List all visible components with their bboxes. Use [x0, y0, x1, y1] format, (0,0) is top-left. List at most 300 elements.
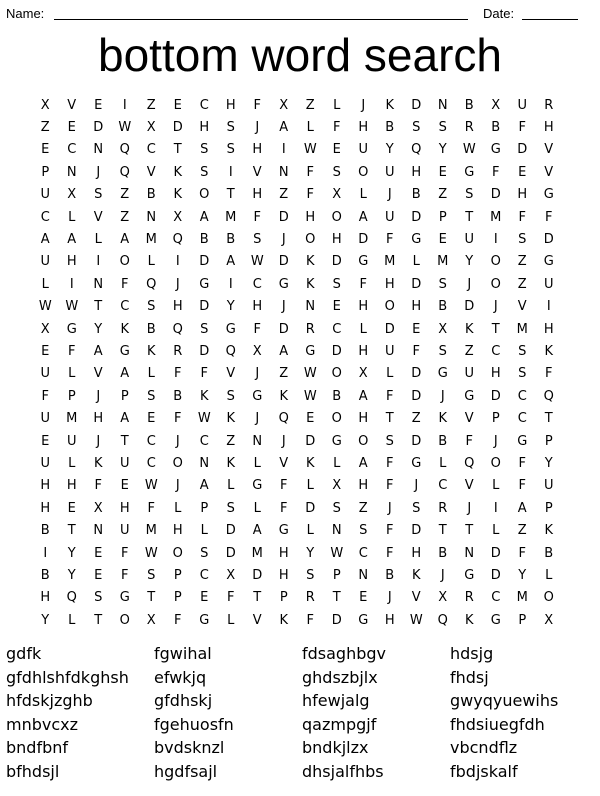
grid-letter[interactable]: X [40, 321, 50, 337]
grid-letter[interactable]: J [281, 299, 286, 315]
grid-letter[interactable]: G [411, 455, 422, 471]
grid-letter[interactable]: D [252, 567, 263, 583]
grid-letter[interactable]: F [147, 500, 155, 516]
grid-letter[interactable]: J [175, 433, 180, 449]
grid-letter[interactable]: Z [120, 187, 130, 203]
grid-letter[interactable]: U [40, 411, 50, 427]
grid-letter[interactable]: D [543, 232, 554, 248]
grid-letter[interactable]: A [120, 411, 130, 427]
grid-letter[interactable]: D [278, 321, 289, 337]
grid-letter[interactable]: W [118, 120, 132, 136]
grid-letter[interactable]: T [173, 142, 182, 158]
grid-letter[interactable]: H [252, 142, 263, 158]
grid-letter[interactable]: D [464, 299, 475, 315]
grid-letter[interactable]: T [94, 612, 103, 628]
grid-letter[interactable]: L [174, 500, 182, 516]
grid-letter[interactable]: G [437, 366, 448, 382]
grid-letter[interactable]: W [303, 142, 317, 158]
grid-letter[interactable]: R [464, 120, 474, 136]
grid-letter[interactable]: Q [146, 276, 157, 292]
grid-letter[interactable]: D [411, 388, 422, 404]
grid-letter[interactable]: F [174, 612, 182, 628]
grid-letter[interactable]: J [387, 590, 392, 606]
grid-letter[interactable]: F [306, 612, 314, 628]
grid-letter[interactable]: F [174, 411, 182, 427]
grid-letter[interactable]: P [67, 388, 76, 404]
grid-letter[interactable]: L [68, 366, 76, 382]
grid-letter[interactable]: T [147, 590, 156, 606]
grid-letter[interactable]: L [68, 612, 76, 628]
grid-letter[interactable]: C [67, 142, 77, 158]
grid-letter[interactable]: L [492, 478, 500, 494]
grid-letter[interactable]: M [145, 232, 157, 248]
grid-letter[interactable]: B [464, 97, 474, 113]
grid-letter[interactable]: B [438, 433, 448, 449]
grid-letter[interactable]: J [493, 433, 498, 449]
grid-letter[interactable]: S [332, 500, 341, 516]
grid-letter[interactable]: L [41, 276, 49, 292]
grid-letter[interactable]: C [517, 388, 527, 404]
grid-letter[interactable]: D [278, 254, 289, 270]
grid-letter[interactable]: H [490, 366, 501, 382]
grid-letter[interactable]: B [438, 545, 448, 561]
grid-letter[interactable]: O [331, 411, 342, 427]
grid-letter[interactable]: H [358, 478, 369, 494]
grid-letter[interactable]: E [94, 545, 103, 561]
grid-letter[interactable]: O [119, 254, 130, 270]
grid-letter[interactable]: T [465, 209, 474, 225]
grid-letter[interactable]: G [119, 343, 130, 359]
grid-letter[interactable]: G [252, 388, 263, 404]
grid-letter[interactable]: C [332, 321, 342, 337]
grid-letter[interactable]: V [517, 299, 527, 315]
grid-letter[interactable]: E [306, 411, 315, 427]
grid-letter[interactable]: F [518, 209, 526, 225]
grid-letter[interactable]: J [414, 478, 419, 494]
grid-letter[interactable]: Q [66, 590, 77, 606]
grid-letter[interactable]: E [41, 142, 50, 158]
grid-letter[interactable]: Z [438, 187, 448, 203]
grid-letter[interactable]: S [332, 164, 341, 180]
grid-letter[interactable]: A [358, 388, 368, 404]
grid-letter[interactable]: E [438, 164, 447, 180]
grid-letter[interactable]: G [305, 343, 316, 359]
grid-letter[interactable]: M [437, 254, 449, 270]
grid-letter[interactable]: A [199, 478, 209, 494]
grid-letter[interactable]: P [332, 567, 341, 583]
grid-letter[interactable]: O [119, 612, 130, 628]
grid-letter[interactable]: S [385, 433, 394, 449]
grid-letter[interactable]: A [358, 455, 368, 471]
grid-letter[interactable]: J [467, 276, 472, 292]
grid-letter[interactable]: X [438, 321, 448, 337]
grid-letter[interactable]: D [411, 433, 422, 449]
grid-letter[interactable]: H [358, 120, 369, 136]
grid-letter[interactable]: J [467, 500, 472, 516]
grid-letter[interactable]: K [226, 411, 236, 427]
grid-letter[interactable]: T [120, 433, 129, 449]
grid-letter[interactable]: H [331, 232, 342, 248]
grid-letter[interactable]: I [175, 254, 180, 270]
grid-letter[interactable]: H [358, 411, 369, 427]
grid-letter[interactable]: N [464, 545, 475, 561]
grid-letter[interactable]: L [94, 232, 102, 248]
grid-letter[interactable]: L [68, 455, 76, 471]
grid-letter[interactable]: P [41, 164, 50, 180]
grid-letter[interactable]: D [331, 343, 342, 359]
grid-letter[interactable]: E [173, 97, 182, 113]
grid-letter[interactable]: E [41, 343, 50, 359]
grid-letter[interactable]: G [252, 478, 263, 494]
grid-letter[interactable]: W [250, 254, 264, 270]
grid-letter[interactable]: N [358, 567, 369, 583]
grid-letter[interactable]: K [199, 388, 209, 404]
grid-letter[interactable]: H [119, 500, 130, 516]
grid-letter[interactable]: S [200, 545, 209, 561]
grid-letter[interactable]: C [491, 343, 501, 359]
grid-letter[interactable]: U [384, 164, 395, 180]
grid-letter[interactable]: P [518, 612, 527, 628]
grid-letter[interactable]: S [253, 232, 262, 248]
grid-letter[interactable]: F [280, 478, 288, 494]
grid-letter[interactable]: D [93, 120, 104, 136]
grid-letter[interactable]: K [305, 455, 315, 471]
grid-letter[interactable]: U [66, 433, 77, 449]
grid-letter[interactable]: K [120, 321, 130, 337]
grid-letter[interactable]: L [492, 523, 500, 539]
grid-letter[interactable]: H [517, 187, 528, 203]
grid-letter[interactable]: U [40, 366, 50, 382]
grid-letter[interactable]: Z [305, 97, 315, 113]
grid-letter[interactable]: D [411, 523, 422, 539]
grid-letter[interactable]: F [545, 366, 553, 382]
grid-letter[interactable]: P [544, 500, 553, 516]
grid-letter[interactable]: G [464, 164, 475, 180]
grid-letter[interactable]: K [305, 254, 315, 270]
grid-letter[interactable]: T [385, 411, 394, 427]
grid-letter[interactable]: J [440, 567, 445, 583]
grid-letter[interactable]: S [226, 142, 235, 158]
grid-letter[interactable]: G [464, 567, 475, 583]
grid-letter[interactable]: P [173, 590, 182, 606]
grid-letter[interactable]: C [199, 433, 209, 449]
grid-letter[interactable]: F [465, 433, 473, 449]
grid-letter[interactable]: M [490, 209, 502, 225]
grid-letter[interactable]: E [120, 478, 129, 494]
grid-letter[interactable]: D [331, 254, 342, 270]
grid-letter[interactable]: U [543, 276, 554, 292]
grid-letter[interactable]: I [69, 276, 74, 292]
grid-letter[interactable]: Z [464, 343, 474, 359]
grid-letter[interactable]: S [94, 187, 103, 203]
grid-letter[interactable]: S [518, 232, 527, 248]
grid-letter[interactable]: Y [438, 142, 447, 158]
grid-letter[interactable]: H [40, 500, 51, 516]
grid-letter[interactable]: X [332, 187, 342, 203]
grid-letter[interactable]: K [93, 455, 103, 471]
grid-letter[interactable]: V [279, 455, 289, 471]
grid-letter[interactable]: P [438, 209, 447, 225]
grid-letter[interactable]: O [331, 209, 342, 225]
grid-letter[interactable]: T [253, 590, 262, 606]
grid-letter[interactable]: D [411, 97, 422, 113]
grid-letter[interactable]: Z [279, 366, 289, 382]
grid-letter[interactable]: L [306, 478, 314, 494]
grid-letter[interactable]: H [384, 276, 395, 292]
grid-letter[interactable]: N [252, 433, 263, 449]
grid-letter[interactable]: C [358, 545, 368, 561]
grid-letter[interactable]: F [359, 276, 367, 292]
grid-letter[interactable]: N [331, 523, 342, 539]
grid-letter[interactable]: J [387, 500, 392, 516]
grid-letter[interactable]: L [200, 523, 208, 539]
grid-letter[interactable]: S [147, 388, 156, 404]
grid-letter[interactable]: G [199, 276, 210, 292]
grid-letter[interactable]: H [172, 299, 183, 315]
grid-letter[interactable]: L [253, 500, 261, 516]
grid-letter[interactable]: L [147, 254, 155, 270]
grid-letter[interactable]: F [518, 545, 526, 561]
grid-letter[interactable]: S [226, 388, 235, 404]
grid-letter[interactable]: S [438, 120, 447, 136]
grid-letter[interactable]: G [517, 433, 528, 449]
grid-letter[interactable]: B [40, 567, 50, 583]
grid-letter[interactable]: A [279, 343, 289, 359]
date-field[interactable] [522, 19, 578, 20]
grid-letter[interactable]: Y [544, 455, 553, 471]
grid-letter[interactable]: F [174, 366, 182, 382]
grid-letter[interactable]: J [96, 164, 101, 180]
grid-letter[interactable]: L [386, 366, 394, 382]
grid-letter[interactable]: H [225, 97, 236, 113]
grid-letter[interactable]: H [40, 590, 51, 606]
grid-letter[interactable]: G [331, 433, 342, 449]
grid-letter[interactable]: F [253, 321, 261, 337]
grid-letter[interactable]: Q [172, 232, 183, 248]
grid-letter[interactable]: H [278, 567, 289, 583]
grid-letter[interactable]: U [464, 232, 474, 248]
grid-letter[interactable]: G [358, 254, 369, 270]
grid-letter[interactable]: O [384, 299, 395, 315]
grid-letter[interactable]: C [146, 142, 156, 158]
grid-letter[interactable]: B [199, 232, 209, 248]
grid-letter[interactable]: C [438, 478, 448, 494]
grid-letter[interactable]: M [251, 545, 263, 561]
grid-letter[interactable]: Q [172, 321, 183, 337]
grid-letter[interactable]: H [543, 321, 554, 337]
grid-letter[interactable]: C [252, 276, 262, 292]
grid-letter[interactable]: K [438, 411, 448, 427]
grid-letter[interactable]: W [303, 388, 317, 404]
grid-letter[interactable]: U [40, 455, 50, 471]
grid-letter[interactable]: L [147, 366, 155, 382]
grid-letter[interactable]: P [279, 590, 288, 606]
grid-letter[interactable]: H [172, 523, 183, 539]
grid-letter[interactable]: Z [226, 433, 236, 449]
grid-letter[interactable]: R [438, 500, 448, 516]
grid-letter[interactable]: T [226, 187, 235, 203]
grid-letter[interactable]: X [491, 97, 501, 113]
grid-letter[interactable]: W [65, 299, 79, 315]
grid-letter[interactable]: F [386, 232, 394, 248]
grid-letter[interactable]: K [279, 388, 289, 404]
grid-letter[interactable]: Q [119, 164, 130, 180]
grid-letter[interactable]: E [41, 433, 50, 449]
grid-letter[interactable]: D [384, 321, 395, 337]
grid-letter[interactable]: R [544, 97, 554, 113]
grid-letter[interactable]: F [386, 523, 394, 539]
grid-letter[interactable]: W [144, 478, 158, 494]
grid-letter[interactable]: F [306, 164, 314, 180]
grid-letter[interactable]: E [147, 411, 156, 427]
grid-letter[interactable]: L [306, 523, 314, 539]
grid-letter[interactable]: Q [278, 411, 289, 427]
grid-letter[interactable]: D [490, 545, 501, 561]
grid-letter[interactable]: H [384, 612, 395, 628]
grid-letter[interactable]: F [386, 455, 394, 471]
grid-letter[interactable]: M [145, 523, 157, 539]
grid-letter[interactable]: C [120, 299, 130, 315]
grid-letter[interactable]: Q [437, 612, 448, 628]
grid-letter[interactable]: L [227, 612, 235, 628]
grid-letter[interactable]: E [438, 232, 447, 248]
grid-letter[interactable]: W [409, 612, 423, 628]
grid-letter[interactable]: K [544, 343, 554, 359]
grid-letter[interactable]: A [358, 209, 368, 225]
grid-letter[interactable]: J [361, 97, 366, 113]
grid-letter[interactable]: L [333, 97, 341, 113]
grid-letter[interactable]: T [67, 523, 76, 539]
grid-letter[interactable]: O [490, 455, 501, 471]
grid-letter[interactable]: Z [358, 500, 368, 516]
grid-letter[interactable]: F [94, 478, 102, 494]
grid-letter[interactable]: B [491, 120, 501, 136]
grid-letter[interactable]: L [439, 455, 447, 471]
grid-letter[interactable]: Q [119, 142, 130, 158]
grid-letter[interactable]: C [199, 97, 209, 113]
grid-letter[interactable]: J [255, 366, 260, 382]
grid-letter[interactable]: E [518, 164, 527, 180]
grid-letter[interactable]: I [546, 299, 551, 315]
grid-letter[interactable]: D [490, 187, 501, 203]
grid-letter[interactable]: N [146, 209, 157, 225]
grid-letter[interactable]: E [359, 590, 368, 606]
grid-letter[interactable]: G [66, 321, 77, 337]
grid-letter[interactable]: Z [40, 120, 50, 136]
grid-letter[interactable]: F [200, 366, 208, 382]
grid-letter[interactable]: Y [67, 545, 76, 561]
name-field[interactable] [54, 19, 468, 20]
grid-letter[interactable]: K [544, 523, 554, 539]
grid-letter[interactable]: Y [94, 321, 103, 337]
grid-letter[interactable]: X [146, 120, 156, 136]
grid-letter[interactable]: D [490, 388, 501, 404]
grid-letter[interactable]: U [464, 366, 474, 382]
grid-letter[interactable]: S [412, 500, 421, 516]
grid-letter[interactable]: N [437, 97, 448, 113]
grid-letter[interactable]: G [543, 187, 554, 203]
grid-letter[interactable]: R [305, 590, 315, 606]
grid-letter[interactable]: T [332, 590, 341, 606]
grid-letter[interactable]: Z [411, 411, 421, 427]
grid-letter[interactable]: U [384, 209, 395, 225]
grid-letter[interactable]: O [543, 590, 554, 606]
grid-letter[interactable]: W [330, 545, 344, 561]
grid-letter[interactable]: X [146, 612, 156, 628]
grid-letter[interactable]: J [281, 433, 286, 449]
grid-letter[interactable]: J [255, 120, 260, 136]
grid-letter[interactable]: C [146, 455, 156, 471]
grid-letter[interactable]: F [121, 276, 129, 292]
grid-letter[interactable]: O [490, 276, 501, 292]
grid-letter[interactable]: D [199, 343, 210, 359]
grid-letter[interactable]: D [411, 366, 422, 382]
grid-letter[interactable]: D [199, 254, 210, 270]
grid-letter[interactable]: N [66, 164, 77, 180]
grid-letter[interactable]: G [490, 612, 501, 628]
grid-letter[interactable]: G [490, 142, 501, 158]
grid-letter[interactable]: F [227, 590, 235, 606]
grid-letter[interactable]: S [412, 120, 421, 136]
grid-letter[interactable]: D [331, 612, 342, 628]
grid-letter[interactable]: D [305, 500, 316, 516]
grid-letter[interactable]: Z [517, 254, 527, 270]
grid-letter[interactable]: E [67, 120, 76, 136]
grid-letter[interactable]: B [332, 388, 342, 404]
grid-letter[interactable]: Z [279, 187, 289, 203]
grid-letter[interactable]: V [93, 366, 103, 382]
grid-letter[interactable]: E [332, 142, 341, 158]
grid-letter[interactable]: S [200, 142, 209, 158]
grid-letter[interactable]: V [544, 164, 554, 180]
grid-letter[interactable]: G [543, 254, 554, 270]
grid-letter[interactable]: O [199, 187, 210, 203]
grid-letter[interactable]: E [94, 567, 103, 583]
grid-letter[interactable]: L [306, 120, 314, 136]
grid-letter[interactable]: F [518, 120, 526, 136]
grid-letter[interactable]: L [333, 455, 341, 471]
grid-letter[interactable]: U [384, 343, 395, 359]
grid-letter[interactable]: T [544, 411, 553, 427]
grid-letter[interactable]: K [146, 343, 156, 359]
grid-letter[interactable]: A [226, 254, 236, 270]
grid-letter[interactable]: F [253, 209, 261, 225]
grid-letter[interactable]: F [386, 388, 394, 404]
grid-letter[interactable]: R [464, 590, 474, 606]
grid-letter[interactable]: A [252, 523, 262, 539]
grid-letter[interactable]: V [67, 97, 77, 113]
grid-letter[interactable]: Z [120, 209, 130, 225]
grid-letter[interactable]: M [516, 321, 528, 337]
grid-letter[interactable]: J [493, 299, 498, 315]
grid-letter[interactable]: J [175, 276, 180, 292]
grid-letter[interactable]: F [68, 343, 76, 359]
grid-letter[interactable]: B [40, 523, 50, 539]
grid-letter[interactable]: U [119, 455, 130, 471]
grid-letter[interactable]: P [491, 411, 500, 427]
grid-letter[interactable]: D [490, 567, 501, 583]
grid-letter[interactable]: U [40, 187, 50, 203]
grid-letter[interactable]: F [121, 545, 129, 561]
grid-letter[interactable]: F [280, 500, 288, 516]
grid-letter[interactable]: W [38, 299, 52, 315]
grid-letter[interactable]: H [66, 478, 77, 494]
grid-letter[interactable]: E [200, 590, 209, 606]
grid-letter[interactable]: V [411, 590, 421, 606]
grid-letter[interactable]: P [200, 500, 209, 516]
grid-letter[interactable]: N [199, 455, 210, 471]
grid-letter[interactable]: X [173, 209, 183, 225]
